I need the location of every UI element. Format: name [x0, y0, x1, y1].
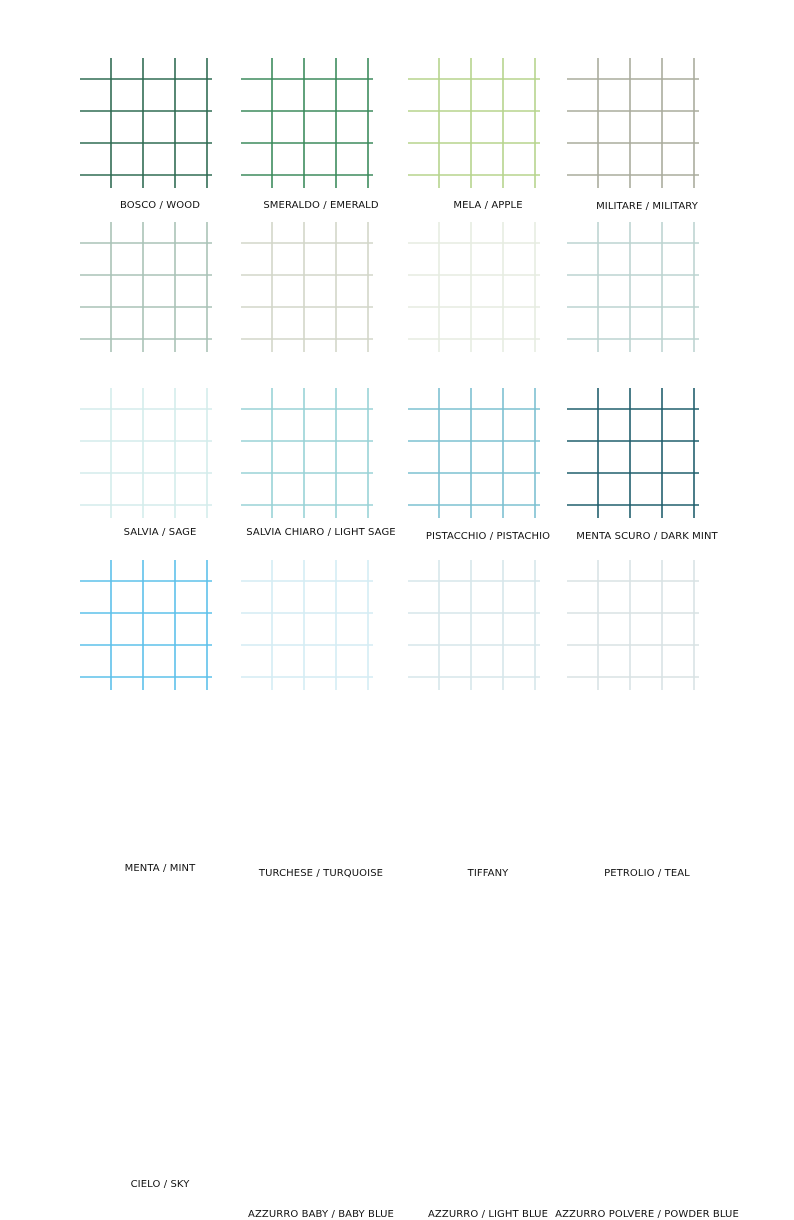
swatch-label: AZZURRO POLVERE / POWDER BLUE	[555, 1209, 739, 1220]
swatch-label: MENTA / MINT	[124, 863, 196, 874]
swatch-label: BOSCO / WOOD	[119, 200, 200, 211]
swatch-label: PISTACCHIO / PISTACHIO	[425, 531, 551, 542]
swatch-label: AZZURRO / LIGHT BLUE	[427, 1209, 548, 1220]
swatch-label: MELA / APPLE	[453, 200, 523, 211]
swatch-label: MILITARE / MILITARY	[596, 201, 698, 212]
swatch-label: SALVIA / SAGE	[123, 527, 197, 538]
grid-swatch	[241, 560, 381, 700]
swatch-label: PETROLIO / TEAL	[604, 868, 690, 879]
grid-swatch	[408, 388, 548, 528]
swatch-label: CIELO / SKY	[130, 1179, 190, 1190]
swatch-label: TIFFANY	[467, 868, 509, 879]
grid-swatch	[80, 222, 220, 362]
grid-swatch	[567, 560, 707, 700]
swatch-label: TURCHESE / TURQUOISE	[258, 868, 384, 879]
grid-swatch	[241, 222, 381, 362]
grid-swatch	[80, 58, 220, 198]
swatch-label: SMERALDO / EMERALD	[263, 200, 379, 211]
grid-swatch	[241, 388, 381, 528]
grid-swatch	[567, 58, 707, 198]
grid-swatch	[80, 388, 220, 528]
grid-swatch	[80, 560, 220, 700]
grid-swatch	[567, 388, 707, 528]
grid-swatch	[408, 222, 548, 362]
grid-swatch	[408, 560, 548, 700]
grid-swatch	[567, 222, 707, 362]
grid-swatch	[408, 58, 548, 198]
swatch-label: MENTA SCURO / DARK MINT	[576, 531, 718, 542]
swatch-label: AZZURRO BABY / BABY BLUE	[248, 1209, 394, 1220]
grid-swatch	[241, 58, 381, 198]
swatch-label: SALVIA CHIARO / LIGHT SAGE	[246, 527, 396, 538]
